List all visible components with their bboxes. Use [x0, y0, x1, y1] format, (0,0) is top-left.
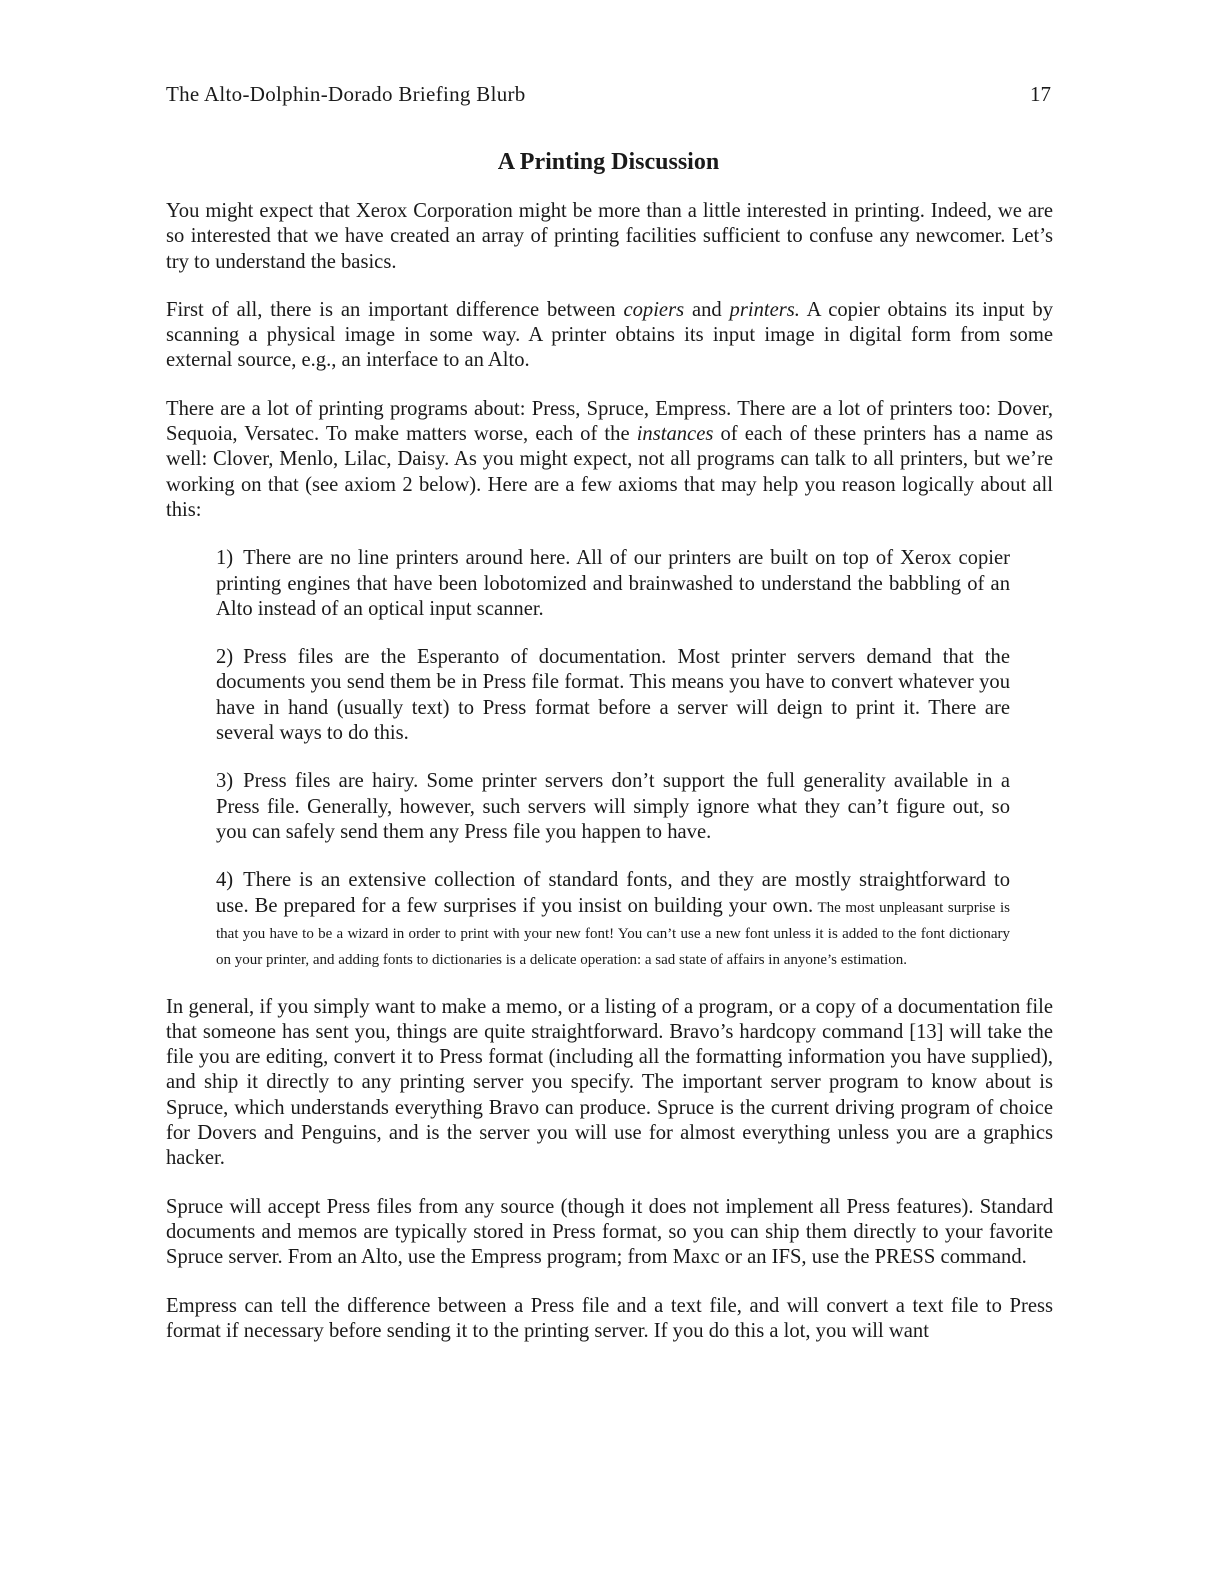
axiom-number: 1) — [216, 547, 234, 570]
axiom-number: 4) — [216, 869, 234, 892]
axiom-text: Press files are hairy. Some printer servers don’t support the full generality available in a Press file. Generally, however, such servers will simply ignore what they can’t figure out, so you can safely send them any Press file you happen to have. — [216, 770, 1010, 843]
page-number: 17 — [1030, 82, 1051, 106]
axiom-small-print: The most unpleasant surprise is that you have to be a wizard in order to print with your new font! You can’t use a new font unless it is added to the font dictionary on your printer, and adding fonts to dictionaries is a delicate operation: a sad state of affairs in anyone’s estimation. — [216, 899, 1010, 968]
text-run: A copier obtains its input by scanning a physical image in some way. A printer obtains its input image in digital form from some external source, e.g., an interface to an Alto. — [166, 298, 1053, 372]
text-run: There are a lot of printing programs about: Press, Spruce, Empress. There are a lot of printers too: Dover, Sequoia, Versatec. To make matters worse, each of the — [166, 397, 1053, 446]
paragraph-intro: You might expect that Xerox Corporation might be more than a little interested in printing. Indeed, we are so interested that we have created an array of printing facilities sufficient to confuse any newcomer. Let’s try to understand the basics. — [166, 200, 1053, 273]
axiom-text: There is an extensive collection of standard fonts, and they are mostly straightforward to use. Be prepared for a few surprises if you insist on building your own. — [216, 869, 1010, 917]
emphasis-instances: instances — [636, 423, 714, 446]
section-title: A Printing Discussion — [497, 149, 720, 175]
paragraph-empress: Empress can tell the difference between a Press file and a text file, and will convert a text file to Press format if necessary before sending it to the printing server. If you do this a lot, you will want — [166, 1294, 1053, 1342]
text-run: of each of these printers has a name as well: Clover, Menlo, Lilac, Daisy. As you might expect, not all programs can talk to all printers, but we’re working on that (see axiom 2 below). Here are a few axioms that may help you reason logically about all this: — [166, 423, 1053, 521]
emphasis-copiers: copiers — [623, 298, 685, 321]
axiom-item — [216, 769, 1010, 845]
axiom-item — [216, 868, 1010, 971]
paragraph-general: In general, if you simply want to make a memo, or a listing of a program, or a copy of a documentation file that someone has sent you, things are quite straightforward. Bravo’s hardcopy command [13] will take the file you are editing, convert it to Press format (including all the formatting information you have supplied), and ship it directly to any printing server you specify. The important server program to know about is Spruce, which understands everything Bravo can produce. Spruce is the current driving program of choice for Dovers and Penguins, and is the server you will use for almost everything unless you are a graphics hacker. — [166, 995, 1053, 1170]
axiom-number: 2) — [216, 646, 234, 669]
text-run: and — [684, 298, 730, 321]
axiom-text: Press files are the Esperanto of documentation. Most printer servers demand that the documents you send them be in Press file format. This means you have to convert whatever you have in hand (usually text) to Press format before a server will deign to print it. There are several ways to do this. — [216, 646, 1010, 745]
axiom-text: There are no line printers around here. All of our printers are built on top of Xerox copier printing engines that have been lobotomized and brainwashed to understand the babbling of an Alto instead of an optical input scanner. — [216, 547, 1010, 620]
emphasis-printers: printers. — [729, 298, 800, 321]
axiom-number: 3) — [216, 770, 234, 793]
running-title: The Alto-Dolphin-Dorado Briefing Blurb — [166, 82, 526, 106]
text-run: First of all, there is an important difference between — [166, 298, 624, 321]
body-text — [166, 199, 1053, 1367]
paragraph-copiers-printers — [166, 298, 1053, 374]
paragraph-programs-printers — [166, 397, 1053, 523]
axiom-item — [216, 645, 1010, 746]
axiom-list — [216, 546, 1010, 971]
axiom-item — [216, 546, 1010, 622]
paragraph-spruce: Spruce will accept Press files from any source (though it does not implement all Press features). Standard documents and memos are typically stored in Press format, so you can ship them directly to your favorite Spruce server. From an Alto, use the Empress program; from Maxc or an IFS, use the PRESS command. — [166, 1195, 1053, 1269]
